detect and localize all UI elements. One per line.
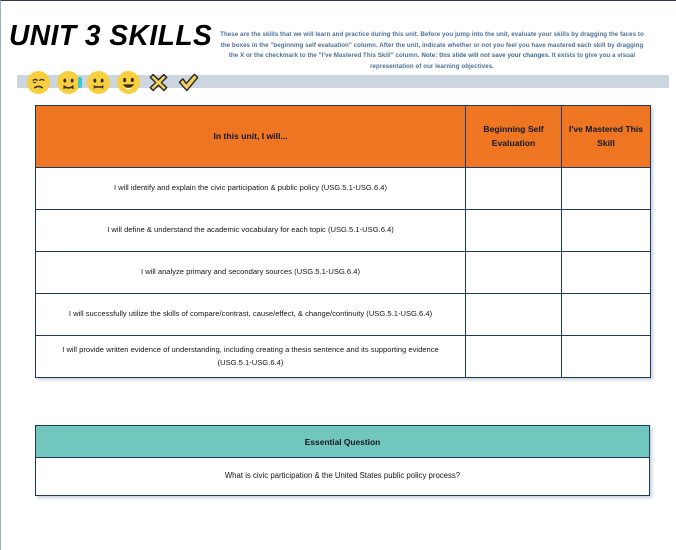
table-row	[36, 168, 651, 210]
instructions-part-two: It exists to give you a visual representation of our learning objectives.	[370, 52, 636, 70]
instructions-note: Note: this slide will not save your changes.	[421, 52, 551, 60]
column-header-mastered-this-skill: I've Mastered This Skill	[562, 106, 651, 168]
skills-table	[35, 105, 651, 378]
x-mark-icon[interactable]	[147, 71, 170, 94]
beginning-evaluation-dropzone[interactable]	[466, 294, 562, 336]
essential-question-body	[36, 458, 650, 496]
check-mark-icon[interactable]	[177, 71, 200, 94]
skill-cell: I will successfully utilize the skills of compare/contrast, cause/effect, & change/continuity (USG.5.1-USG.6.4)	[36, 294, 466, 336]
beginning-evaluation-dropzone[interactable]	[466, 210, 562, 252]
column-header-skill: In this unit, I will...	[36, 106, 466, 168]
worried-face-tab	[78, 77, 82, 88]
happy-face-emoji[interactable]	[117, 71, 140, 94]
table-row	[36, 252, 651, 294]
sad-face-emoji[interactable]	[27, 71, 50, 94]
mastered-skill-dropzone[interactable]	[562, 252, 651, 294]
beginning-evaluation-dropzone[interactable]	[466, 336, 562, 378]
marker-list	[27, 71, 200, 94]
page-title: UNIT 3 SKILLS	[9, 20, 213, 52]
skills-table-body	[36, 168, 651, 378]
marker-strip	[1, 71, 676, 93]
beginning-evaluation-dropzone[interactable]	[466, 252, 562, 294]
mastered-skill-dropzone[interactable]	[562, 336, 651, 378]
table-row	[36, 294, 651, 336]
table-row	[36, 336, 651, 378]
table-row	[36, 210, 651, 252]
skills-table-head	[36, 106, 651, 168]
skills-header-row	[36, 106, 651, 168]
column-header-beginning-self-evaluation: Beginning Self Evaluation	[466, 106, 562, 168]
instructions-text	[216, 30, 648, 73]
beginning-evaluation-dropzone[interactable]	[466, 168, 562, 210]
mastered-skill-dropzone[interactable]	[562, 294, 651, 336]
skill-cell: I will define & understand the academic vocabulary for each topic (USG.5.1-USG.6.4)	[36, 210, 466, 252]
mastered-skill-dropzone[interactable]	[562, 168, 651, 210]
instructions-part-one: These are the skills that we will learn and practice during this unit. Before you jump into the unit, evaluate your skills by dragging the faces to the boxes in the "beginning self evaluation" column. After the unit, indicate whether or not you feel you have mastered each skill by dragging the X or the checkmark to the "I've Mastered This Skill" column.	[220, 31, 644, 60]
skill-cell: I will identify and explain the civic participation & public policy (USG.5.1-USG.6.4)	[36, 168, 466, 210]
essential-question-head	[36, 426, 650, 458]
essential-question-table	[35, 425, 650, 496]
skill-cell: I will provide written evidence of understanding, including creating a thesis sentence and its supporting evidence (USG.5.1-USG.6.4)	[36, 336, 466, 378]
table-row	[36, 458, 650, 496]
skill-cell: I will analyze primary and secondary sources (USG.5.1-USG.6.4)	[36, 252, 466, 294]
worried-face-emoji[interactable]	[57, 71, 80, 94]
mastered-skill-dropzone[interactable]	[562, 210, 651, 252]
essential-question-header-row	[36, 426, 650, 458]
essential-question-header: Essential Question	[36, 426, 650, 458]
neutral-face-emoji[interactable]	[87, 71, 110, 94]
essential-question-text: What is civic participation & the United States public policy process?	[36, 458, 650, 496]
